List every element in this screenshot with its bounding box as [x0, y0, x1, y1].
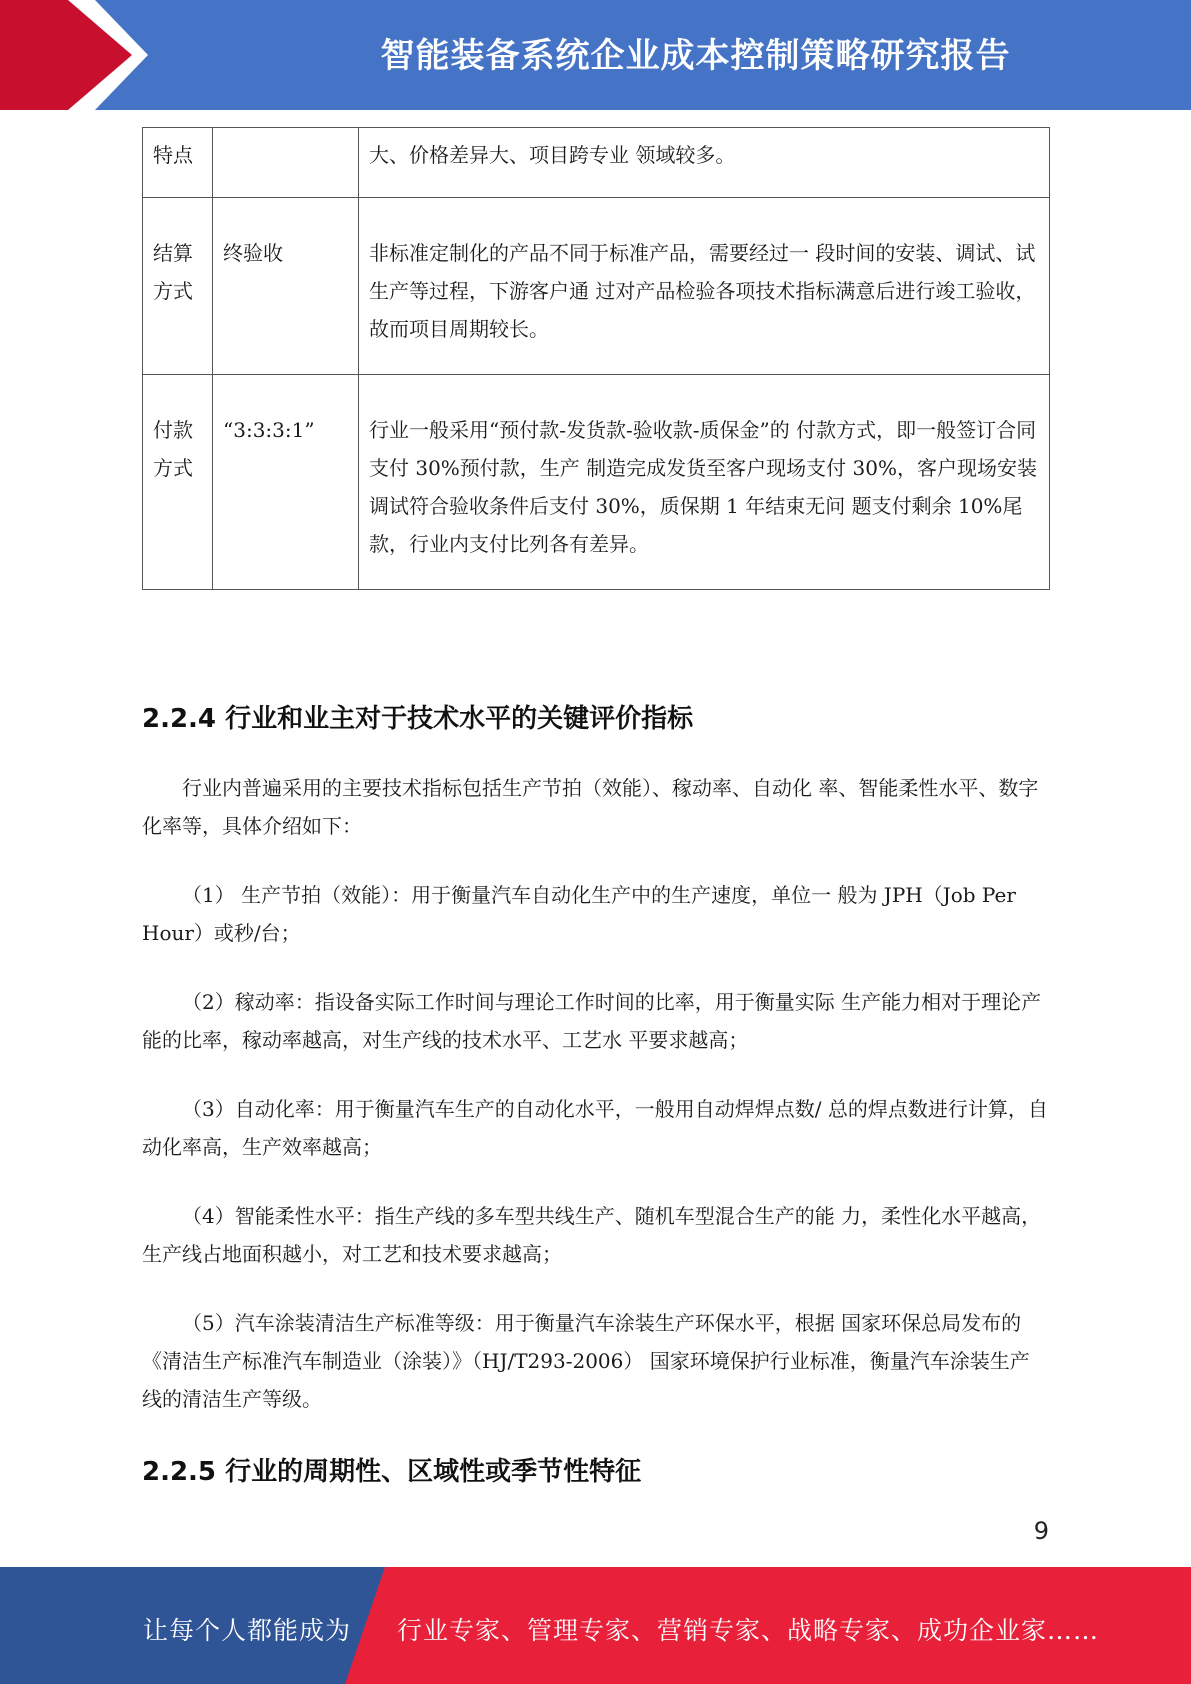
document-title: 智能装备系统企业成本控制策略研究报告: [380, 36, 1011, 76]
list-item: （2）稼动率：指设备实际工作时间与理论工作时间的比率，用于衡量实际 生产能力相对于理论产能的比率，稼动率越高，对生产线的技术水平、工艺水 平要求越高；: [142, 990, 1042, 1052]
section-heading-2-2-4: 2.2.4 行业和业主对于技术水平的关键评价指标: [142, 704, 694, 734]
row-value: “3:3:3:1”: [213, 375, 359, 590]
row-label: 付款方式: [143, 375, 213, 590]
row-value: [213, 128, 359, 198]
list-item: （3）自动化率：用于衡量汽车生产的自动化水平，一般用自动焊焊点数/ 总的焊点数进行计算，自动化率高，生产效率越高；: [142, 1097, 1048, 1159]
page-header: [0, 0, 1191, 110]
row-description: 大、价格差异大、项目跨专业 领域较多。: [359, 128, 1050, 198]
row-value: 终验收: [213, 198, 359, 375]
table-row: [143, 198, 1050, 375]
row-description: 非标准定制化的产品不同于标准产品，需要经过一 段时间的安装、调试、试生产等过程，下游客户通 过对产品检验各项技术指标满意后进行竣工验收， 故而项目周期较长。: [359, 198, 1050, 375]
section-heading-2-2-5: 2.2.5 行业的周期性、区域性或季节性特征: [142, 1457, 642, 1487]
characteristics-table: [142, 127, 1050, 590]
row-label: 结算方式: [143, 198, 213, 375]
list-item: （1） 生产节拍（效能）：用于衡量汽车自动化生产中的生产速度，单位一 般为 JPH（Job Per Hour）或秒/台；: [142, 883, 1016, 945]
table-row: [143, 128, 1050, 198]
page-footer: [0, 1567, 1191, 1684]
page-number: 9: [1033, 1517, 1049, 1545]
footer-slogan-left: 让每个人都能成为: [143, 1616, 352, 1645]
footer-slogan-right: 行业专家、管理专家、营销专家、战略专家、成功企业家……: [397, 1616, 1100, 1645]
section-intro: 行业内普遍采用的主要技术指标包括生产节拍（效能）、稼动率、自动化 率、智能柔性水平、数字化率等，具体介绍如下：: [142, 776, 1039, 838]
list-item: （4）智能柔性水平：指生产线的多车型共线生产、随机车型混合生产的能 力，柔性化水平越高，生产线占地面积越小，对工艺和技术要求越高；: [142, 1204, 1042, 1266]
table-row: [143, 375, 1050, 590]
list-item: （5）汽车涂装清洁生产标准等级：用于衡量汽车涂装生产环保水平，根据 国家环保总局发布的《清洁生产标准汽车制造业（涂装）》（HJ/T293-2006） 国家环境保护行业标准，衡量汽车涂装生产线的清洁生产等级。: [142, 1311, 1030, 1411]
row-label: 特点: [143, 128, 213, 198]
row-description: 行业一般采用“预付款-发货款-验收款-质保金”的 付款方式，即一般签订合同支付 30%预付款，生产 制造完成发货至客户现场支付 30%，客户现场安装 调试符合验收条件后支付 30%，质保期 1 年结束无问 题支付剩余 10%尾款，行业内支付比列各有差异。: [359, 375, 1050, 590]
